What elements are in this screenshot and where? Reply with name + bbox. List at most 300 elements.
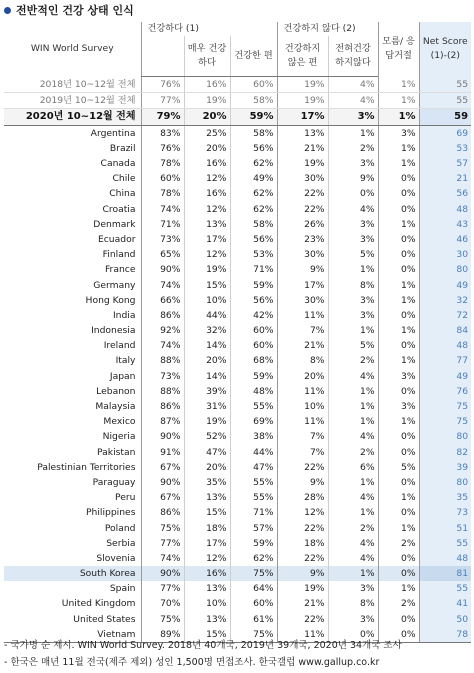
value-cell: 68% [230,353,277,368]
value-cell: 47% [184,445,230,460]
country-row [4,277,471,292]
value-cell: 3% [328,217,378,232]
value-cell: 55% [230,475,277,490]
value-cell: 1% [378,353,419,368]
value-cell: 0% [378,338,419,353]
country-row [4,202,471,217]
value-cell: 73% [141,369,184,384]
value-cell: 7% [277,429,328,444]
value-cell: 22% [277,460,328,475]
row-label: Paraguay [92,476,136,488]
value-cell: 3% [378,369,419,384]
country-row [4,520,471,535]
row-label: Slovenia [96,552,136,564]
value-cell: 9% [328,171,378,186]
value-cell: 66% [141,293,184,308]
value-cell: 19% [277,93,328,109]
value-cell: 8% [277,353,328,368]
value-cell: 18% [277,536,328,551]
row-label: Spain [109,583,136,595]
value-cell: 0% [378,612,419,627]
value-cell: 19% [277,156,328,171]
value-cell: 0% [378,429,419,444]
net-score-cell: 56 [419,186,471,201]
value-cell: 89% [141,627,184,643]
value-cell: 56% [230,141,277,156]
row-label: Croatia [102,203,136,215]
row-label: Hong Kong [85,294,136,306]
health-perception-table [4,22,471,643]
value-cell: 62% [230,186,277,201]
value-cell: 1% [378,93,419,109]
history-row [4,77,471,93]
value-cell: 60% [230,323,277,338]
row-label: 2020년 10~12월 전체 [4,109,141,125]
net-score-cell: 55 [419,77,471,93]
value-cell: 16% [184,156,230,171]
net-score-cell: 48 [419,338,471,353]
value-cell: 1% [328,414,378,429]
country-row [4,612,471,627]
net-score-cell: 80 [419,262,471,277]
value-cell: 1% [378,217,419,232]
value-cell: 76% [141,141,184,156]
country-row [4,141,471,156]
value-cell: 25% [184,125,230,141]
value-cell: 12% [184,247,230,262]
value-cell: 3% [328,308,378,323]
value-cell: 22% [277,551,328,566]
value-cell: 62% [230,202,277,217]
value-cell: 4% [328,551,378,566]
net-score-cell: 82 [419,445,471,460]
value-cell: 58% [230,217,277,232]
net-score-cell: 57 [419,156,471,171]
net-score-cell: 51 [419,520,471,535]
value-cell: 52% [184,429,230,444]
value-cell: 2% [328,445,378,460]
value-cell: 59% [230,536,277,551]
value-cell: 62% [230,156,277,171]
value-cell: 0% [378,247,419,262]
value-cell: 1% [378,77,419,93]
net-score-cell: 48 [419,202,471,217]
country-row [4,293,471,308]
value-cell: 0% [378,171,419,186]
value-cell: 14% [184,338,230,353]
value-cell: 71% [230,505,277,520]
value-cell: 49% [230,171,277,186]
value-cell: 12% [184,551,230,566]
value-cell: 59% [230,109,277,125]
value-cell: 16% [184,566,230,581]
net-score-cell: 75 [419,399,471,414]
value-cell: 44% [184,308,230,323]
net-score-cell: 80 [419,429,471,444]
net-score-cell: 77 [419,353,471,368]
net-score-cell: 59 [419,109,471,125]
very-healthy-header: 매우 건강하다 [184,36,230,77]
unhealthy-group-header: 건강하지 않다 (2) [277,22,378,36]
value-cell: 56% [230,293,277,308]
row-label: Mexico [103,416,136,428]
total-healthy-header [141,36,184,77]
value-cell: 11% [277,384,328,399]
value-cell: 1% [328,399,378,414]
value-cell: 1% [328,505,378,520]
value-cell: 91% [141,445,184,460]
value-cell: 20% [184,353,230,368]
country-row [4,353,471,368]
country-row [4,399,471,414]
value-cell: 55% [230,399,277,414]
value-cell: 16% [184,186,230,201]
value-cell: 1% [328,262,378,277]
net-score-cell: 75 [419,414,471,429]
value-cell: 58% [230,125,277,141]
value-cell: 16% [184,77,230,93]
value-cell: 3% [378,125,419,141]
value-cell: 0% [378,551,419,566]
row-label: Brazil [109,142,136,154]
dont-know-header: 모름/ 응답거절 [378,22,419,77]
net-score-cell: 41 [419,596,471,611]
value-cell: 71% [141,217,184,232]
value-cell: 13% [277,125,328,141]
value-cell: 0% [378,627,419,643]
value-cell: 86% [141,308,184,323]
net-score-cell: 81 [419,566,471,581]
net-score-cell: 78 [419,627,471,643]
value-cell: 19% [277,77,328,93]
value-cell: 1% [328,323,378,338]
value-cell: 88% [141,353,184,368]
country-row [4,217,471,232]
value-cell: 18% [184,520,230,535]
current-total-row [4,109,471,125]
row-label: Argentina [90,127,136,139]
value-cell: 53% [230,247,277,262]
net-score-cell: 43 [419,217,471,232]
footnote: - 국가명 순 제시. WIN World Survey. 2018년 40개국, 2019년 39개국, 2020년 34개국 조사 [4,640,402,651]
row-label: Malaysia [95,401,136,413]
row-label: South Korea [4,566,141,581]
row-label: Vietnam [4,627,141,643]
value-cell: 22% [277,186,328,201]
row-label: Philippines [86,507,136,519]
value-cell: 5% [378,460,419,475]
value-cell: 30% [277,247,328,262]
value-cell: 15% [184,505,230,520]
value-cell: 74% [141,277,184,292]
value-cell: 47% [230,460,277,475]
value-cell: 11% [277,627,328,643]
value-cell: 17% [277,277,328,292]
value-cell: 30% [277,171,328,186]
value-cell: 1% [378,156,419,171]
value-cell: 2% [328,141,378,156]
net-score-cell: 49 [419,369,471,384]
value-cell: 48% [230,384,277,399]
row-label: Palestinian Territories [37,461,136,473]
value-cell: 19% [184,414,230,429]
net-score-cell: 55 [419,581,471,596]
value-cell: 2% [378,596,419,611]
value-cell: 21% [277,141,328,156]
row-label: Ecuador [97,233,136,245]
value-cell: 32% [184,323,230,338]
value-cell: 4% [328,77,378,93]
value-cell: 13% [184,581,230,596]
net-score-header: Net Score (1)-(2) [419,22,471,77]
country-row [4,429,471,444]
row-label: Japan [109,370,136,382]
value-cell: 1% [378,581,419,596]
net-score-cell: 50 [419,612,471,627]
value-cell: 13% [184,490,230,505]
value-cell: 10% [277,399,328,414]
value-cell: 60% [141,171,184,186]
net-score-cell: 49 [419,277,471,292]
row-label: India [112,309,136,321]
value-cell: 28% [277,490,328,505]
value-cell: 55% [230,490,277,505]
value-cell: 78% [141,156,184,171]
value-cell: 3% [328,109,378,125]
value-cell: 1% [328,566,378,581]
value-cell: 15% [184,277,230,292]
value-cell: 9% [277,262,328,277]
value-cell: 1% [378,414,419,429]
value-cell: 0% [378,475,419,490]
value-cell: 3% [328,232,378,247]
value-cell: 30% [277,293,328,308]
country-row [4,384,471,399]
value-cell: 44% [230,445,277,460]
value-cell: 42% [230,308,277,323]
country-row [4,156,471,171]
value-cell: 73% [141,232,184,247]
value-cell: 14% [184,369,230,384]
value-cell: 74% [141,202,184,217]
value-cell: 0% [378,384,419,399]
row-label: Indonesia [91,325,136,337]
value-cell: 90% [141,429,184,444]
country-row [4,551,471,566]
value-cell: 3% [328,156,378,171]
value-cell: 59% [230,277,277,292]
value-cell: 3% [328,293,378,308]
value-cell: 9% [277,475,328,490]
row-label: United Kingdom [61,598,136,610]
value-cell: 9% [277,566,328,581]
country-row [4,490,471,505]
country-row [4,505,471,520]
value-cell: 1% [328,384,378,399]
value-cell: 12% [184,202,230,217]
value-cell: 21% [277,338,328,353]
value-cell: 21% [277,596,328,611]
value-cell: 75% [141,612,184,627]
value-cell: 90% [141,262,184,277]
row-label: Finland [102,249,136,261]
value-cell: 0% [378,202,419,217]
country-row [4,596,471,611]
value-cell: 31% [184,399,230,414]
value-cell: 8% [328,596,378,611]
value-cell: 2% [328,353,378,368]
value-cell: 4% [328,202,378,217]
country-row [4,125,471,141]
value-cell: 1% [328,125,378,141]
net-score-cell: 73 [419,505,471,520]
survey-header: WIN World Survey [30,43,114,55]
value-cell: 1% [378,323,419,338]
value-cell: 67% [141,460,184,475]
value-cell: 60% [230,77,277,93]
net-score-cell: 21 [419,171,471,186]
value-cell: 76% [141,77,184,93]
value-cell: 8% [328,277,378,292]
value-cell: 75% [230,627,277,643]
value-cell: 13% [184,612,230,627]
value-cell: 90% [141,475,184,490]
value-cell: 6% [328,460,378,475]
country-row [4,262,471,277]
row-label: Lebanon [96,385,136,397]
value-cell: 0% [378,262,419,277]
value-cell: 20% [184,109,230,125]
value-cell: 74% [141,338,184,353]
country-row [4,475,471,490]
value-cell: 7% [277,323,328,338]
row-label: China [109,188,136,200]
country-row [4,566,471,581]
net-score-cell: 69 [419,125,471,141]
row-label: Poland [104,522,136,534]
value-cell: 59% [230,369,277,384]
value-cell: 0% [378,308,419,323]
value-cell: 5% [328,247,378,262]
net-score-cell: 30 [419,247,471,262]
country-row [4,232,471,247]
value-cell: 75% [230,566,277,581]
value-cell: 75% [141,520,184,535]
country-row [4,186,471,201]
value-cell: 64% [230,581,277,596]
value-cell: 77% [141,93,184,109]
value-cell: 19% [184,93,230,109]
row-label: 2018년 10~12월 전체 [4,77,141,93]
value-cell: 0% [328,186,378,201]
row-label: 2019년 10~12월 전체 [4,93,141,109]
value-cell: 19% [184,262,230,277]
value-cell: 20% [184,141,230,156]
row-label: Chile [112,173,136,185]
page-title-text: 전반적인 건강 상태 인식 [16,4,134,17]
value-cell: 2% [328,520,378,535]
country-row [4,536,471,551]
value-cell: 79% [141,109,184,125]
not-at-all-header: 전혀건강 하지않다 [328,36,378,77]
country-row [4,338,471,353]
value-cell: 0% [378,445,419,460]
value-cell: 60% [230,338,277,353]
value-cell: 58% [230,93,277,109]
value-cell: 4% [328,369,378,384]
value-cell: 0% [328,627,378,643]
net-score-cell: 39 [419,460,471,475]
title-bullet-icon [4,7,11,14]
value-cell: 87% [141,414,184,429]
value-cell: 92% [141,323,184,338]
net-score-cell: 80 [419,475,471,490]
value-cell: 57% [230,520,277,535]
value-cell: 11% [277,308,328,323]
country-row [4,460,471,475]
value-cell: 86% [141,505,184,520]
net-score-cell: 84 [419,323,471,338]
healthy-group-header: 건강하다 (1) [141,22,277,36]
value-cell: 11% [277,414,328,429]
value-cell: 77% [141,581,184,596]
value-cell: 71% [230,262,277,277]
value-cell: 1% [378,277,419,292]
country-row [4,581,471,596]
value-cell: 70% [141,596,184,611]
value-cell: 0% [378,566,419,581]
country-row [4,247,471,262]
value-cell: 22% [277,520,328,535]
value-cell: 2% [378,536,419,551]
value-cell: 0% [378,186,419,201]
value-cell: 1% [378,490,419,505]
value-cell: 12% [277,505,328,520]
row-label: Canada [100,158,136,170]
row-label: Italy [115,355,136,367]
value-cell: 17% [184,536,230,551]
value-cell: 39% [184,384,230,399]
country-row [4,445,471,460]
value-cell: 4% [328,93,378,109]
value-cell: 90% [141,566,184,581]
net-score-cell: 35 [419,490,471,505]
value-cell: 23% [277,232,328,247]
value-cell: 17% [277,109,328,125]
value-cell: 83% [141,125,184,141]
value-cell: 61% [230,612,277,627]
value-cell: 20% [277,369,328,384]
country-row [4,308,471,323]
value-cell: 3% [378,399,419,414]
value-cell: 38% [230,429,277,444]
value-cell: 0% [378,232,419,247]
row-label: Pakistan [97,446,136,458]
value-cell: 13% [184,217,230,232]
row-label: Peru [115,492,136,504]
net-score-cell: 32 [419,293,471,308]
net-score-cell: 46 [419,232,471,247]
value-cell: 7% [277,445,328,460]
value-cell: 1% [378,141,419,156]
value-cell: 69% [230,414,277,429]
history-row [4,93,471,109]
net-score-cell: 48 [419,551,471,566]
value-cell: 4% [328,429,378,444]
value-cell: 5% [328,338,378,353]
value-cell: 15% [184,627,230,643]
footnotes [4,637,402,671]
